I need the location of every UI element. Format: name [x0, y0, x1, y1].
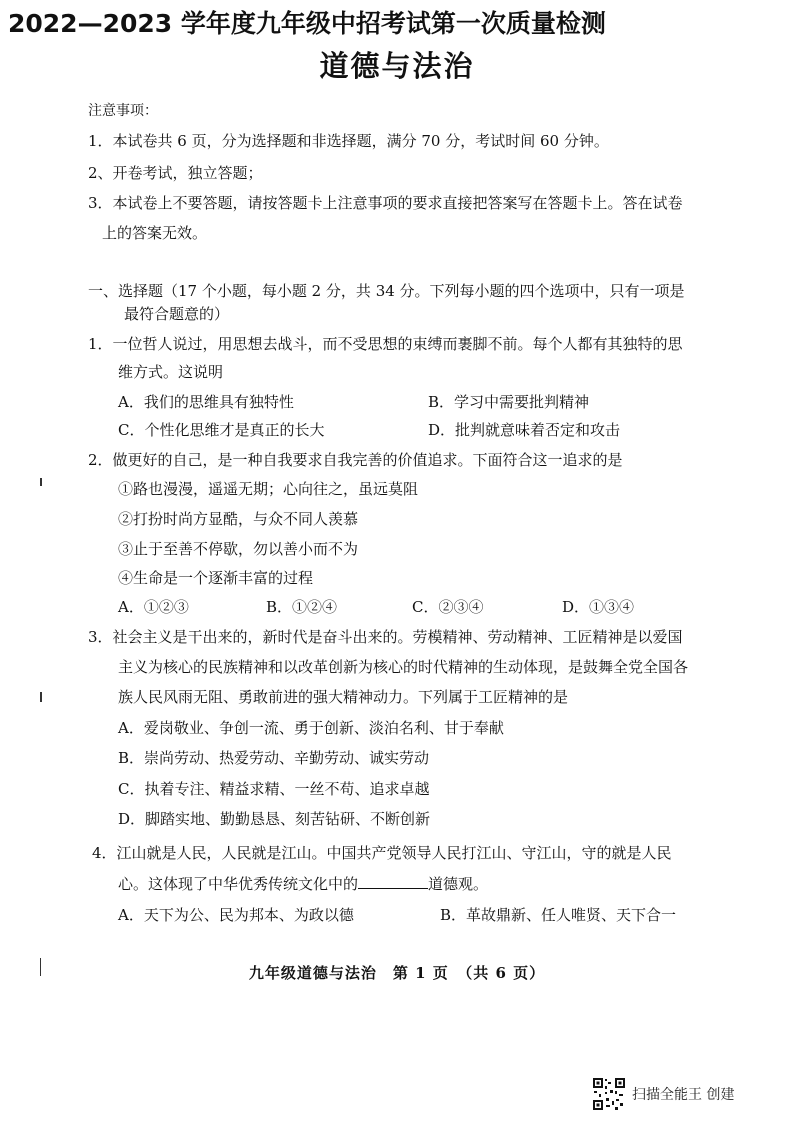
question-4-stem-cont: [118, 873, 488, 894]
question-2-option-d: D．①③④: [562, 598, 635, 616]
section-heading-cont: 最符合题意的）: [124, 305, 230, 323]
question-4-stem-post: 道德观。: [428, 875, 489, 893]
question-3-stem-cont: 族人民风雨无阻、勇敢前进的强大精神动力。下列属于工匠精神的是: [118, 688, 569, 706]
question-2-statement-1: ①路也漫漫，遥遥无期；心向往之，虽远莫阻: [118, 480, 419, 498]
question-3-option-d: D．脚踏实地、勤勤恳恳、刻苦钻研、不断创新: [118, 810, 431, 828]
margin-mark: [40, 958, 41, 976]
question-1-option-b: B．学习中需要批判精神: [428, 393, 590, 411]
question-1-option-a: A．我们的思维具有独特性: [118, 393, 294, 411]
question-1-stem: 1．一位哲人说过，用思想去战斗，而不受思想的束缚而裹脚不前。每个人都有其独特的思: [88, 335, 683, 353]
question-1-stem-cont: 维方式。这说明: [118, 363, 224, 381]
notice-item: 上的答案无效。: [102, 224, 208, 242]
question-2-option-b: B．①②④: [266, 598, 338, 616]
question-3-option-a: A．爱岗敬业、争创一流、勇于创新、淡泊名利、甘于奉献: [118, 719, 504, 737]
question-3-option-b: B．崇尚劳动、热爱劳动、辛勤劳动、诚实劳动: [118, 749, 430, 767]
question-4-option-a: A．天下为公、民为邦本、为政以德: [118, 906, 354, 924]
subject-title: 道德与法治: [319, 49, 475, 83]
question-4-option-b: B．革故鼎新、任人唯贤、天下合一: [440, 906, 677, 924]
question-4-stem: 4．江山就是人民，人民就是江山。中国共产党领导人民打江山、守江山，守的就是人民: [92, 844, 672, 862]
notice-heading: 注意事项：: [88, 103, 158, 119]
qr-code-icon: [592, 1077, 626, 1111]
margin-mark: [40, 692, 42, 702]
question-2-statement-2: ②打扮时尚方显酷，与众不同人羡慕: [118, 510, 359, 528]
section-heading: 一、选择题（17 个小题，每小题 2 分，共 34 分。下列每小题的四个选项中，只有一项是: [88, 282, 685, 300]
question-2-statement-4: ④生命是一个逐渐丰富的过程: [118, 569, 314, 587]
scanner-watermark: [592, 1077, 734, 1111]
exam-title: 2022—2023 学年度九年级中招考试第一次质量检测: [8, 9, 606, 38]
scanner-text: 扫描全能王 创建: [632, 1087, 735, 1103]
question-1-option-c: C．个性化思维才是真正的长大: [118, 421, 325, 439]
question-2-stem: 2．做更好的自己，是一种自我要求自我完善的价值追求。下面符合这一追求的是: [88, 451, 623, 469]
question-3-stem-cont: 主义为核心的民族精神和以改革创新为核心的时代精神的生动体现，是鼓舞全党全国各: [118, 658, 689, 676]
question-2-option-c: C．②③④: [412, 598, 484, 616]
question-2-statement-3: ③止于至善不停歇，勿以善小而不为: [118, 540, 359, 558]
margin-mark: [40, 478, 42, 486]
question-3-option-c: C．执着专注、精益求精、一丝不苟、追求卓越: [118, 780, 430, 798]
question-2-option-a: A．①②③: [118, 598, 189, 616]
question-4-stem-pre: 心。这体现了中华优秀传统文化中的: [118, 875, 359, 893]
notice-item: 1．本试卷共 6 页，分为选择题和非选择题，满分 70 分，考试时间 60 分钟。: [88, 132, 609, 150]
notice-item: 2、开卷考试，独立答题；: [88, 164, 263, 182]
question-1-option-d: D．批判就意味着否定和攻击: [428, 421, 621, 439]
notice-item: 3．本试卷上不要答题，请按答题卡上注意事项的要求直接把答案写在答题卡上。答在试卷: [88, 194, 683, 212]
page-footer: 九年级道德与法治 第 1 页 （共 6 页）: [248, 964, 546, 982]
question-3-stem: 3．社会主义是干出来的，新时代是奋斗出来的。劳模精神、劳动精神、工匠精神是以爱国: [88, 628, 683, 646]
answer-blank: [358, 876, 428, 889]
